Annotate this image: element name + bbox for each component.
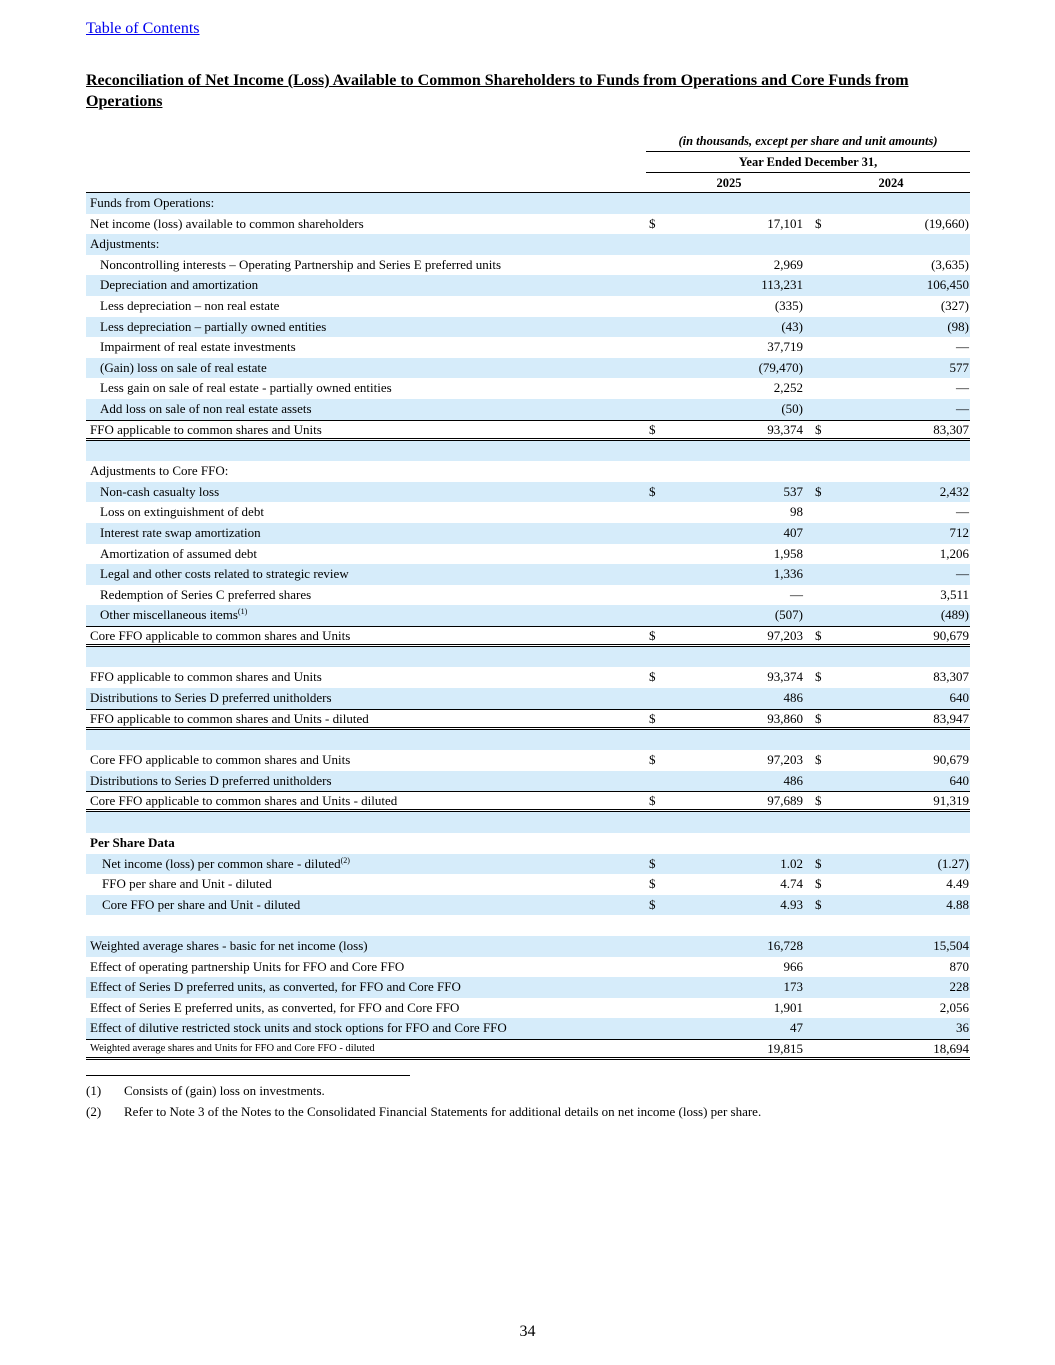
value-2024: 1,206 [939, 545, 969, 561]
row-label [90, 1018, 507, 1039]
value-2025: 173 [783, 979, 803, 995]
row-label [100, 399, 312, 420]
row-label [90, 957, 404, 978]
value-2024: — [956, 566, 969, 582]
value-2024: (489) [940, 607, 969, 623]
value-2025: 2,252 [773, 380, 803, 396]
value-2024: 712 [949, 524, 969, 540]
table-row [86, 647, 970, 668]
value-2024: (327) [940, 297, 969, 313]
footnote-text: Refer to Note 3 of the Notes to the Consolidated Financial Statements for additional details on net income (loss) per share. [124, 1104, 762, 1119]
row-label-text: FFO per share and Unit - diluted [102, 876, 272, 892]
value-2025: 93,860 [767, 710, 803, 726]
value-2025: (507) [774, 607, 803, 623]
row-label [90, 626, 350, 647]
table-row [86, 854, 970, 875]
footnote-marker: (2) [340, 855, 350, 865]
table-row [86, 812, 970, 833]
value-2025: 97,203 [767, 627, 803, 643]
value-2024: (98) [947, 318, 969, 334]
row-label [102, 895, 300, 916]
currency-2024: $ [815, 752, 822, 768]
row-label [90, 833, 175, 854]
value-2024: 2,432 [939, 483, 969, 499]
row-label [100, 482, 219, 503]
value-2025: (79,470) [758, 359, 803, 375]
row-label [100, 605, 247, 626]
page-title: Reconciliation of Net Income (Loss) Available to Common Shareholders to Funds from Operations and Core Funds from Operations [86, 72, 909, 110]
value-2024: 228 [949, 979, 969, 995]
row-label-text: FFO applicable to common shares and Units - diluted [90, 710, 369, 726]
column-header-2025: 2025 [716, 176, 742, 190]
row-label-text: Core FFO per share and Unit - diluted [102, 896, 301, 912]
table-row [86, 667, 970, 688]
value-2024: 36 [956, 1020, 969, 1036]
value-2025: 16,728 [767, 938, 803, 953]
value-2024: 90,679 [933, 627, 969, 643]
value-2025: 47 [790, 1020, 803, 1036]
value-2025: 2,969 [773, 256, 803, 272]
table-row [86, 502, 970, 523]
value-2024: 90,679 [933, 752, 969, 768]
value-2025: (50) [781, 400, 803, 416]
currency-2024: $ [815, 215, 822, 231]
row-label [100, 255, 501, 276]
row-label-text: Weighted average shares and Units for FFO and Core FFO - diluted [90, 1042, 375, 1054]
value-2024: 106,450 [926, 277, 969, 293]
row-label-text: Loss on extinguishment of debt [100, 504, 264, 520]
row-label [100, 544, 257, 565]
currency-2025: $ [649, 669, 656, 685]
value-2024: — [956, 504, 969, 520]
row-label [90, 234, 159, 255]
value-2025: 1,958 [773, 545, 803, 561]
currency-2025: $ [649, 752, 656, 768]
table-row [86, 317, 970, 338]
value-2024: (1.27) [937, 855, 969, 871]
value-2025: 407 [783, 524, 803, 540]
table-row [86, 482, 970, 503]
row-label-text: Less depreciation – non real estate [100, 297, 280, 313]
row-label [100, 502, 264, 523]
row-label [90, 461, 228, 482]
row-label [100, 275, 258, 296]
row-label [90, 193, 214, 214]
currency-2024: $ [815, 627, 822, 643]
units-note: (in thousands, except per share and unit amounts) [646, 133, 970, 152]
row-label-text: Non-cash casualty loss [100, 483, 220, 499]
value-2024: 2,056 [939, 999, 969, 1015]
value-2024: (3,635) [931, 256, 969, 272]
row-label-text: Distributions to Series D preferred unitholders [90, 690, 332, 706]
currency-2024: $ [815, 421, 822, 437]
value-2024: 3,511 [940, 586, 969, 602]
row-label [90, 420, 322, 441]
value-2025: 4.74 [780, 876, 803, 892]
table-row [86, 688, 970, 709]
table-row [86, 296, 970, 317]
table-row [86, 378, 970, 399]
row-label-text: Net income (loss) per common share - diluted [102, 855, 341, 871]
footnote-rule [86, 1075, 410, 1076]
footnote-number: (2) [86, 1104, 102, 1119]
row-label-text: Less gain on sale of real estate - partially owned entities [100, 380, 392, 396]
row-label-text: Less depreciation – partially owned entities [100, 318, 327, 334]
row-label-text: Depreciation and amortization [100, 277, 259, 293]
row-label [90, 771, 332, 792]
row-label [100, 523, 261, 544]
currency-2024: $ [815, 896, 822, 912]
row-label [90, 709, 369, 730]
row-label-text: Noncontrolling interests – Operating Partnership and Series E preferred units [100, 256, 502, 272]
value-2024: 640 [949, 772, 969, 788]
table-row [86, 234, 970, 255]
table-row [86, 585, 970, 606]
row-label-text: Net income (loss) available to common shareholders [90, 215, 364, 231]
table-row [86, 461, 970, 482]
row-label [90, 688, 332, 709]
row-label [90, 998, 459, 1019]
value-2025: 93,374 [767, 421, 803, 437]
table-of-contents-link[interactable]: Table of Contents [86, 20, 200, 37]
value-2025: (335) [774, 297, 803, 313]
value-2025: 486 [783, 772, 803, 788]
value-2024: 4.49 [946, 876, 969, 892]
value-2025: 98 [790, 504, 803, 520]
row-label-text: (Gain) loss on sale of real estate [100, 359, 267, 375]
currency-2025: $ [649, 876, 656, 892]
value-2025: 19,815 [767, 1040, 803, 1056]
row-label [100, 317, 326, 338]
row-label-text: Effect of dilutive restricted stock units and stock options for FFO and Core FFO [90, 1020, 507, 1036]
value-2025: 97,203 [767, 752, 803, 768]
table-row [86, 605, 970, 626]
table-row [86, 750, 970, 771]
value-2025: 966 [783, 958, 803, 974]
value-2024: 83,947 [933, 710, 969, 726]
row-label-text: Effect of operating partnership Units for FFO and Core FFO [90, 958, 405, 974]
value-2025: 537 [783, 483, 803, 499]
reconciliation-table [86, 193, 970, 1060]
row-label [102, 874, 272, 895]
value-2024: — [956, 380, 969, 396]
value-2024: 4.88 [946, 896, 969, 912]
value-2025: (43) [781, 318, 803, 334]
table-row [86, 1018, 970, 1039]
row-label-text: Funds from Operations: [90, 195, 215, 210]
row-label-text: Interest rate swap amortization [100, 524, 261, 540]
row-label [90, 750, 350, 771]
value-2025: 1.02 [780, 855, 803, 871]
currency-2025: $ [649, 710, 656, 726]
row-label [100, 585, 311, 606]
footnote-number: (1) [86, 1083, 102, 1098]
value-2025: 1,336 [773, 566, 803, 582]
table-row [86, 399, 970, 420]
row-label-text: Add loss on sale of non real estate assets [100, 400, 312, 416]
value-2024: 577 [949, 359, 969, 375]
page-number: 34 [519, 1323, 536, 1340]
row-label-text: Adjustments: [90, 236, 160, 252]
table-row [86, 626, 970, 647]
value-2024: 83,307 [933, 669, 969, 685]
value-2024: 640 [949, 690, 969, 706]
footnote-text: Consists of (gain) loss on investments. [124, 1083, 325, 1098]
row-label [90, 791, 397, 812]
value-2025: 4.93 [780, 896, 803, 912]
currency-2025: $ [649, 421, 656, 437]
table-row [86, 771, 970, 792]
row-label [90, 667, 322, 688]
value-2024: — [956, 400, 969, 416]
column-header-2024: 2024 [878, 176, 904, 190]
value-2025: — [790, 586, 803, 602]
table-row [86, 874, 970, 895]
row-label-text: Distributions to Series D preferred unitholders [90, 772, 332, 788]
table-row [86, 420, 970, 441]
currency-2024: $ [815, 793, 822, 809]
currency-2024: $ [815, 669, 822, 685]
row-label-text: Legal and other costs related to strategic review [100, 566, 349, 582]
table-row [86, 544, 970, 565]
currency-2025: $ [649, 483, 656, 499]
table-row [86, 977, 970, 998]
table-row [86, 523, 970, 544]
row-label-text: Amortization of assumed debt [100, 545, 258, 561]
table-row [86, 1039, 970, 1060]
row-label-text: Other miscellaneous items [100, 607, 238, 623]
row-label-text: FFO applicable to common shares and Units [90, 669, 322, 685]
row-label-text: Adjustments to Core FFO: [90, 463, 229, 479]
currency-2024: $ [815, 876, 822, 892]
value-2025: 486 [783, 690, 803, 706]
value-2024: 15,504 [933, 938, 969, 953]
currency-2024: $ [815, 855, 822, 871]
table-row [86, 791, 970, 812]
currency-2025: $ [649, 627, 656, 643]
row-label [100, 337, 296, 358]
value-2024: (19,660) [924, 215, 969, 231]
row-label [90, 936, 368, 957]
value-2025: 93,374 [767, 669, 803, 685]
table-row [86, 936, 970, 957]
table-row [86, 957, 970, 978]
row-label [100, 564, 349, 585]
row-label [100, 358, 267, 379]
currency-2025: $ [649, 793, 656, 809]
table-row [86, 895, 970, 916]
row-label-text: Per Share Data [90, 835, 175, 851]
currency-2024: $ [815, 483, 822, 499]
currency-2025: $ [649, 896, 656, 912]
value-2024: 91,319 [933, 793, 969, 809]
table-row [86, 214, 970, 235]
value-2025: 17,101 [767, 215, 803, 231]
value-2024: — [956, 339, 969, 355]
row-label-text: Weighted average shares - basic for net income (loss) [90, 938, 368, 953]
row-label-text: Effect of Series D preferred units, as converted, for FFO and Core FFO [90, 979, 461, 995]
table-row [86, 564, 970, 585]
table-row [86, 709, 970, 730]
value-2025: 37,719 [767, 339, 803, 355]
currency-2025: $ [649, 215, 656, 231]
table-row [86, 255, 970, 276]
footnote-marker: (1) [237, 607, 248, 617]
row-label-text: Impairment of real estate investments [100, 339, 296, 355]
row-label [90, 977, 461, 998]
table-row [86, 833, 970, 854]
row-label-text: Core FFO applicable to common shares and Units [90, 627, 351, 643]
row-label [90, 1039, 375, 1060]
value-2024: 18,694 [933, 1040, 969, 1056]
value-2025: 97,689 [767, 793, 803, 809]
row-label-text: Redemption of Series C preferred shares [100, 586, 312, 602]
table-row [86, 730, 970, 751]
period-header: Year Ended December 31, [646, 154, 970, 173]
row-label [100, 296, 279, 317]
table-row [86, 337, 970, 358]
row-label [102, 854, 350, 875]
row-label-text: FFO applicable to common shares and Units [90, 421, 322, 437]
row-label-text: Core FFO applicable to common shares and Units - diluted [90, 793, 398, 809]
row-label [100, 378, 392, 399]
row-label-text: Effect of Series E preferred units, as converted, for FFO and Core FFO [90, 999, 460, 1015]
currency-2024: $ [815, 710, 822, 726]
value-2024: 83,307 [933, 421, 969, 437]
table-row [86, 915, 970, 936]
table-row [86, 358, 970, 379]
table-row [86, 275, 970, 296]
table-row [86, 441, 970, 462]
row-label-text: Core FFO applicable to common shares and Units [90, 752, 351, 768]
value-2025: 113,231 [761, 277, 803, 293]
value-2024: 870 [949, 958, 969, 974]
currency-2025: $ [649, 855, 656, 871]
row-label [90, 214, 364, 235]
value-2025: 1,901 [773, 999, 803, 1015]
table-row [86, 193, 970, 214]
table-row [86, 998, 970, 1019]
